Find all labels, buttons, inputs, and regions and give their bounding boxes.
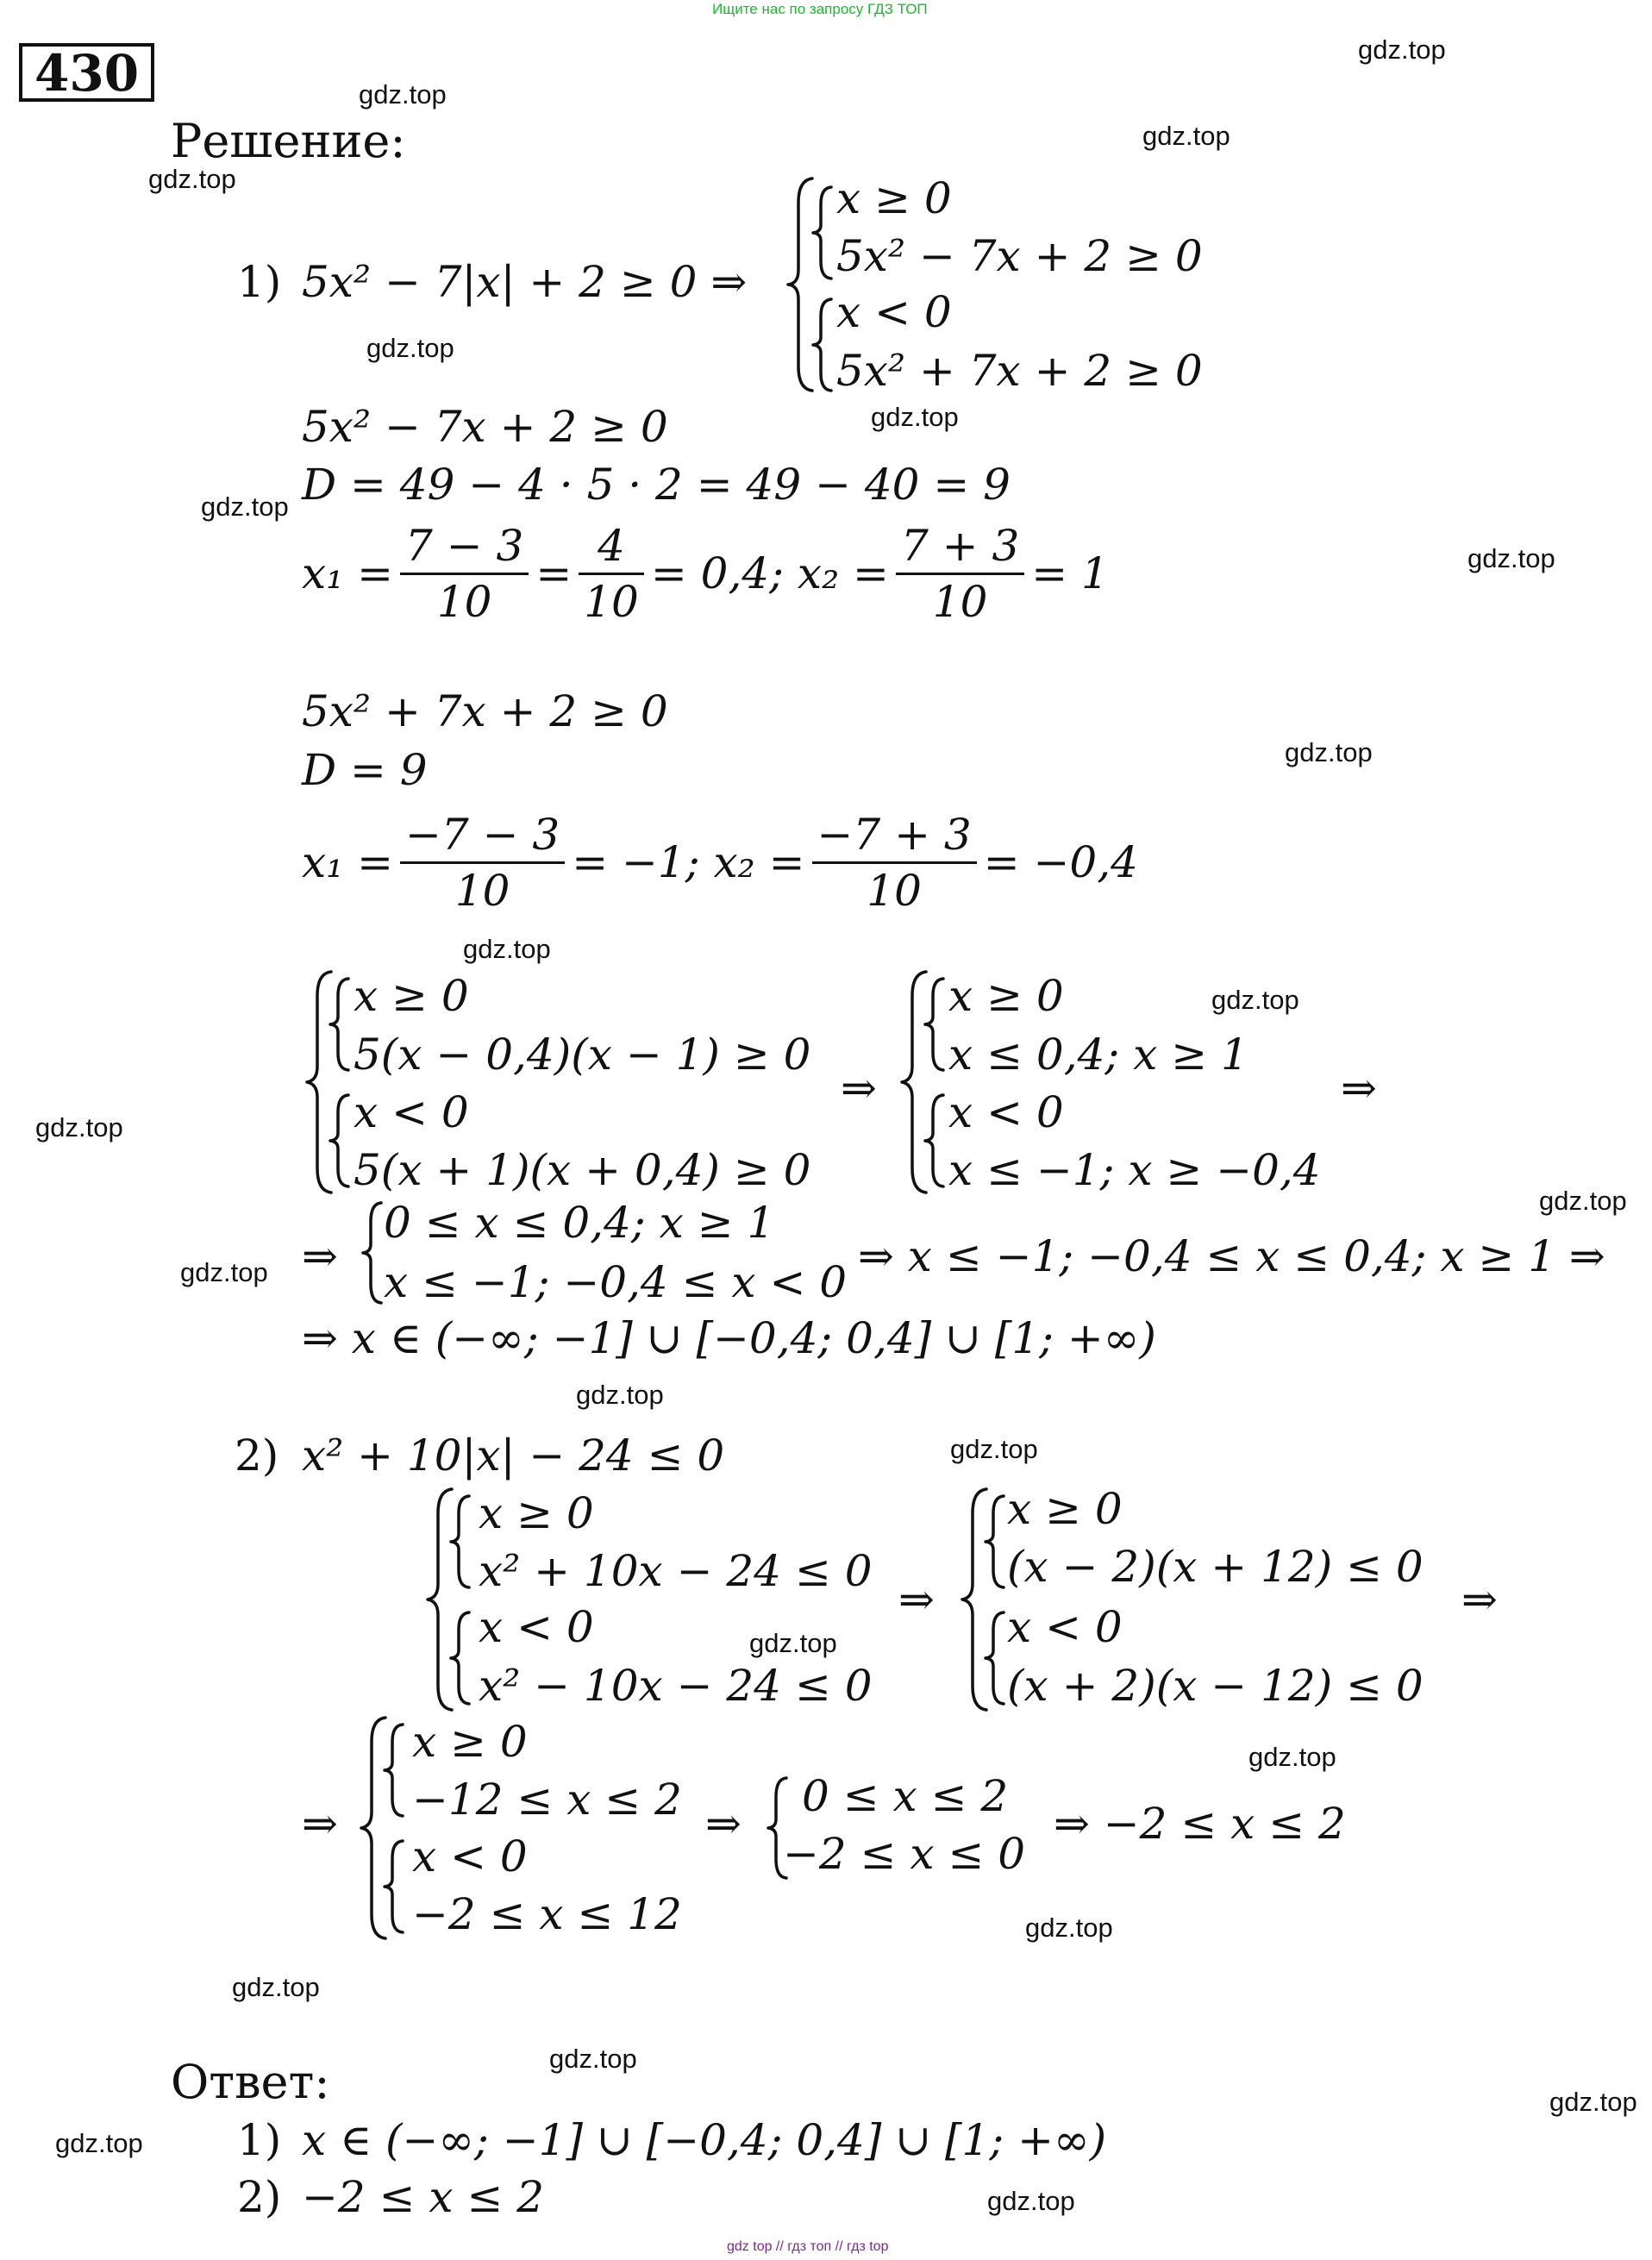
footer-links[interactable]: gdz top // гдз топ // гдз top [727,2239,889,2254]
q2-equation: 5x² + 7x + 2 ≥ 0 [302,686,668,736]
q2-f1-num: −7 − 3 [405,809,560,860]
part1-sys-line-4: 5x² + 7x + 2 ≥ 0 [836,346,1203,396]
q2-mid: = −1; x₂ = [572,837,805,887]
answer-1-label: 1) [237,2115,282,2165]
p2-sysA-inner-top [448,1494,474,1589]
q2-discriminant: D = 9 [302,745,428,795]
p2-sysD-line-1: 0 ≤ x ≤ 2 [802,1771,1009,1821]
part2-main-inequality: x² + 10|x| − 24 ≤ 0 [302,1430,725,1481]
q1-equation: 5x² − 7x + 2 ≥ 0 [302,402,668,452]
watermark: gdz.top [1539,1186,1627,1216]
q2-end: = −0,4 [983,837,1138,887]
p2-sysD-line-2: −2 ≤ x ≤ 0 [783,1829,1026,1879]
p2-sysA-inner-bottom [448,1611,474,1706]
q2-fraction-2 [812,809,977,916]
part1-inner-brace-top [810,185,836,280]
watermark: gdz.top [1467,543,1555,573]
watermark: gdz.top [749,1628,837,1658]
watermark: gdz.top [549,2044,637,2074]
p1-sysA-line-1: x ≥ 0 [354,971,469,1021]
p1-sysB-line-2: x ≤ 0,4; x ≥ 1 [948,1030,1248,1080]
q1-roots-row [302,513,1109,634]
q2-roots-row [302,802,1138,923]
p1-sysA-line-3: x < 0 [354,1087,469,1137]
part1-label: 1) [237,257,282,307]
watermark: gdz.top [871,402,959,432]
q1-f1-den: 10 [436,576,492,627]
p1-sysB-inner-top [923,977,948,1072]
part1-inner-brace-bottom [810,297,836,392]
problem-number: 430 [19,43,154,102]
watermark: gdz.top [1248,1742,1336,1772]
p1-sysC-brace [360,1201,386,1305]
q1-end: = 1 [1031,548,1109,598]
part1-sys-line-1: x ≥ 0 [836,173,952,223]
p2-final: ⇒ −2 ≤ x ≤ 2 [1054,1799,1346,1849]
p2-arrow-4: ⇒ [705,1799,742,1849]
p1-arrow-1: ⇒ [841,1063,877,1113]
answer-heading: Ответ: [171,2055,330,2109]
watermark: gdz.top [148,164,236,194]
p1-sysA-inner-top [328,977,354,1072]
watermark: gdz.top [1142,121,1230,151]
p2-sysA-line-2: x² + 10x − 24 ≤ 0 [479,1546,873,1596]
p2-sysC-inner-bottom [382,1839,408,1934]
p2-sysC-line-3: x < 0 [412,1831,528,1881]
q1-f2-den: 10 [584,576,639,627]
p1-sysA-inner-bottom [328,1093,354,1188]
q1-f3-num: 7 + 3 [900,520,1020,571]
p2-sysB-line-1: x ≥ 0 [1007,1484,1123,1534]
p2-sysC-inner-top [382,1723,408,1818]
q1-fraction-2 [579,520,644,627]
p2-arrow-2: ⇒ [1461,1574,1498,1625]
p2-sysB-line-4: (x + 2)(x − 12) ≤ 0 [1007,1661,1424,1711]
q2-f2-num: −7 + 3 [817,809,972,860]
p1-sysB-line-4: x ≤ −1; x ≥ −0,4 [948,1145,1321,1195]
q2-fraction-1 [400,809,565,916]
answer-2-text: −2 ≤ x ≤ 2 [302,2172,545,2222]
p2-sysB-inner-top [983,1494,1009,1589]
p1-sysC-tail: ⇒ x ≤ −1; −0,4 ≤ x ≤ 0,4; x ≥ 1 ⇒ [858,1231,1605,1281]
watermark: gdz.top [987,2186,1075,2216]
p2-sysC-line-4: −2 ≤ x ≤ 12 [412,1889,682,1939]
watermark: gdz.top [55,2128,143,2158]
watermark: gdz.top [35,1112,123,1143]
part1-sys-line-3: x < 0 [836,287,952,337]
p1-sysA-line-4: 5(x + 1)(x + 0,4) ≥ 0 [354,1145,811,1195]
watermark: gdz.top [366,333,454,363]
p2-sysC-line-2: −12 ≤ x ≤ 2 [412,1775,682,1825]
answer-2-label: 2) [237,2172,282,2222]
p2-arrow-3: ⇒ [302,1799,338,1849]
q1-mid: = 0,4; x₂ = [650,548,889,598]
q2-f1-den: 10 [454,865,510,916]
watermark: gdz.top [1549,2087,1637,2117]
watermark: gdz.top [1285,737,1373,767]
watermark: gdz.top [180,1257,268,1287]
part2-label: 2) [235,1430,279,1481]
q2-f2-den: 10 [867,865,922,916]
watermark: gdz.top [1358,34,1446,65]
watermark: gdz.top [1025,1913,1113,1943]
q1-f2-num: 4 [598,520,625,571]
p2-sysA-line-4: x² − 10x − 24 ≤ 0 [479,1661,873,1711]
p2-sysC-line-1: x ≥ 0 [412,1717,528,1767]
q1-eq-sign: = [535,548,573,598]
q1-x1-prefix: x₁ = [302,548,394,598]
p2-sysB-line-3: x < 0 [1007,1602,1123,1652]
p1-arrow-3: ⇒ [302,1231,338,1281]
p2-sysB-line-2: (x − 2)(x + 12) ≤ 0 [1007,1542,1424,1592]
p1-sysB-line-1: x ≥ 0 [948,971,1064,1021]
p2-sysB-inner-bottom [983,1611,1009,1706]
part1-sys-line-2: 5x² − 7x + 2 ≥ 0 [836,231,1203,281]
q1-fraction-3 [896,520,1024,627]
top-search-link[interactable]: Ищите нас по запросу ГДЗ ТОП [712,1,928,17]
q1-f1-num: 7 − 3 [405,520,524,571]
q1-f3-den: 10 [932,576,988,627]
watermark: gdz.top [950,1434,1038,1464]
p1-sysC-line-2: x ≤ −1; −0,4 ≤ x < 0 [384,1257,848,1307]
watermark: gdz.top [1211,985,1299,1015]
p2-sysA-line-3: x < 0 [479,1602,594,1652]
watermark: gdz.top [201,491,289,522]
p1-arrow-2: ⇒ [1341,1063,1377,1113]
p2-arrow-1: ⇒ [898,1574,935,1625]
q2-x1-prefix: x₁ = [302,837,394,887]
part1-main-inequality: 5x² − 7|x| + 2 ≥ 0 ⇒ [302,257,748,307]
p1-result: ⇒ x ∈ (−∞; −1] ∪ [−0,4; 0,4] ∪ [1; +∞) [302,1313,1156,1363]
watermark: gdz.top [463,934,551,964]
watermark: gdz.top [576,1380,664,1410]
p1-sysA-line-2: 5(x − 0,4)(x − 1) ≥ 0 [354,1030,811,1080]
p2-sysA-line-1: x ≥ 0 [479,1488,594,1538]
watermark: gdz.top [232,1972,320,2002]
p1-sysB-line-3: x < 0 [948,1087,1064,1137]
p1-sysC-line-1: 0 ≤ x ≤ 0,4; x ≥ 1 [384,1198,775,1248]
watermark: gdz.top [359,79,447,110]
answer-1-text: x ∈ (−∞; −1] ∪ [−0,4; 0,4] ∪ [1; +∞) [302,2115,1107,2165]
solution-heading: Решение: [171,114,406,168]
q1-fraction-1 [400,520,529,627]
q1-discriminant: D = 49 − 4 · 5 · 2 = 49 − 40 = 9 [302,460,1011,510]
p1-sysB-inner-bottom [923,1093,948,1188]
